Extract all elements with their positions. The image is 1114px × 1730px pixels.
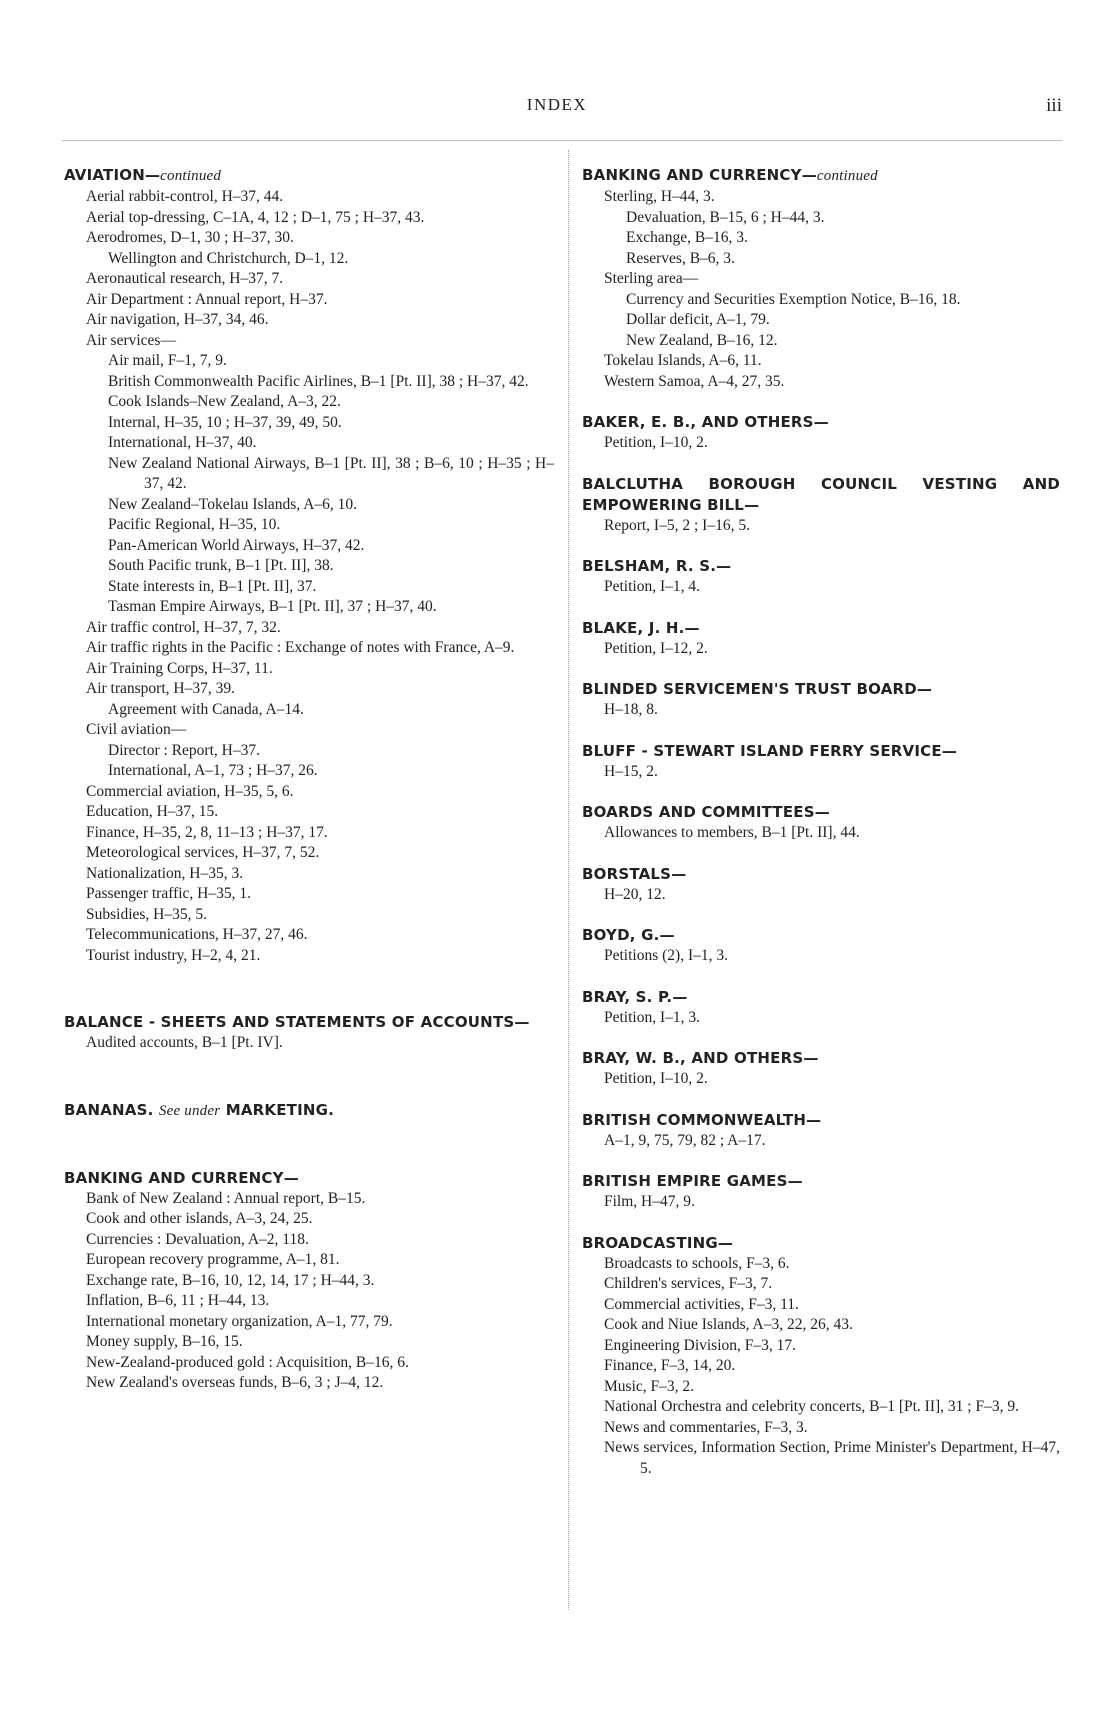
index-heading [582, 556, 1060, 577]
index-heading [582, 165, 1060, 187]
heading-dash: — [801, 166, 817, 184]
index-subentry: Audited accounts, B–1 [Pt. IV]. [86, 1034, 283, 1051]
index-entry [582, 556, 1060, 598]
index-subentry: Music, F–3, 2. [604, 1377, 694, 1395]
index-entry [582, 1233, 1060, 1480]
index-subentry: Commercial aviation, H–35, 5, 6. [86, 782, 294, 800]
index-subentry: Broadcasts to schools, F–3, 6. [604, 1254, 790, 1272]
index-heading [582, 1233, 1060, 1254]
index-entry [582, 618, 1060, 660]
heading-text: BORSTALS [582, 864, 672, 883]
index-subentry: Air traffic control, H–37, 7, 32. [86, 618, 281, 636]
index-subentry: A–1, 9, 75, 79, 82 ; A–17. [604, 1131, 766, 1149]
index-subentry: Exchange, B–16, 3. [626, 229, 748, 246]
index-subentry: Internal, H–35, 10 ; H–37, 39, 49, 50. [108, 413, 342, 431]
index-subentry: British Commonwealth Pacific Airlines, B–1 [Pt. II], 38 ; H–37, 42. [108, 372, 529, 390]
index-entry [582, 864, 1060, 906]
index-subentry: Tokelau Islands, A–6, 11. [604, 352, 762, 369]
heading-text: AVIATION [64, 166, 145, 184]
heading-text: BANANAS. [64, 1100, 154, 1119]
index-subentry: Sterling, H–44, 3. [604, 188, 715, 205]
index-entry [64, 1168, 554, 1394]
heading-dash: — [814, 803, 830, 821]
index-subentry: Aerial top-dressing, C–1A, 4, 12 ; D–1, 75 ; H–37, 43. [86, 208, 425, 226]
index-heading [582, 474, 1060, 516]
heading-text: BROADCASTING [582, 1233, 718, 1252]
index-heading [582, 864, 1060, 885]
index-entry [582, 802, 1060, 844]
heading-dash: — [144, 166, 161, 184]
index-subentry: H–18, 8. [604, 701, 658, 718]
heading-dash: — [672, 987, 688, 1006]
index-subentry: Finance, H–35, 2, 8, 11–13 ; H–37, 17. [86, 823, 328, 841]
index-subentry: Subsidies, H–35, 5. [86, 905, 207, 923]
heading-dash: — [716, 557, 732, 575]
index-subentry: Air services— [86, 331, 176, 349]
index-subentry: Petition, I–12, 2. [604, 639, 708, 657]
index-entry [582, 925, 1060, 967]
index-heading [582, 802, 1060, 823]
heading-text: BALANCE - SHEETS AND STATEMENTS OF ACCOUNTS [64, 1013, 515, 1031]
index-subentry: Bank of New Zealand : Annual report, B–15. [86, 1189, 366, 1207]
index-subentry: Director : Report, H–37. [108, 741, 260, 759]
index-subentry: News and commentaries, F–3, 3. [604, 1418, 808, 1436]
header-rule [62, 140, 1062, 141]
index-subentry: New Zealand National Airways, B–1 [Pt. II], 38 ; B–6, 10 ; H–35 ; H–37, 42. [108, 454, 554, 492]
index-subentry: Passenger traffic, H–35, 1. [86, 885, 252, 902]
index-subentry: Devaluation, B–15, 6 ; H–44, 3. [626, 208, 825, 226]
heading-text: BELSHAM, R. S. [582, 557, 717, 575]
heading-text: BRITISH EMPIRE GAMES [582, 1172, 788, 1190]
index-subentry: Commercial activities, F–3, 11. [604, 1295, 799, 1313]
index-subentry: Exchange rate, B–16, 10, 12, 14, 17 ; H–44, 3. [86, 1271, 375, 1289]
index-subentry: South Pacific trunk, B–1 [Pt. II], 38. [108, 557, 334, 574]
index-subentry: Petition, I–1, 4. [604, 578, 701, 595]
right-column [582, 165, 1060, 1499]
heading-text: BALCLUTHA BOROUGH COUNCIL VESTING AND EMPOWERING BILL [582, 474, 1060, 514]
index-subentry: Air mail, F–1, 7, 9. [108, 352, 227, 369]
heading-dash: — [941, 741, 957, 760]
index-subentry: Telecommunications, H–37, 27, 46. [86, 926, 308, 943]
heading-dash: — [684, 618, 700, 637]
index-subentry: Film, H–47, 9. [604, 1193, 695, 1210]
see-target: MARKETING. [225, 1100, 335, 1119]
index-heading [582, 1110, 1060, 1131]
see-under-note: See under [158, 1102, 221, 1119]
heading-dash: — [787, 1172, 803, 1190]
index-subentry: New-Zealand-produced gold : Acquisition, B–16, 6. [86, 1353, 409, 1371]
index-subentry: Air transport, H–37, 39. [86, 680, 235, 697]
index-subentry: Pan-American World Airways, H–37, 42. [108, 536, 365, 554]
index-subentry: Petitions (2), I–1, 3. [604, 947, 728, 964]
index-subentry: International, A–1, 73 ; H–37, 26. [108, 762, 318, 779]
index-entry [64, 165, 554, 966]
index-subentry: Air navigation, H–37, 34, 46. [86, 311, 269, 328]
heading-text: BOYD, G. [582, 926, 660, 944]
index-subentry: Tourist industry, H–2, 4, 21. [86, 946, 261, 964]
index-subentry: Engineering Division, F–3, 17. [604, 1336, 797, 1354]
index-subentry: Cook and other islands, A–3, 24, 25. [86, 1210, 313, 1227]
heading-text: BOARDS AND COMMITTEES [582, 803, 815, 821]
index-subentry: Currencies : Devaluation, A–2, 118. [86, 1230, 309, 1248]
heading-text: BLUFF - STEWART ISLAND FERRY SERVICE [582, 741, 942, 760]
heading-dash: — [283, 1168, 299, 1187]
heading-dash: — [916, 680, 933, 698]
heading-text: BRAY, S. P. [582, 987, 673, 1006]
index-subentry: National Orchestra and celebrity concerts, B–1 [Pt. II], 31 ; F–3, 9. [604, 1398, 1019, 1415]
index-subentry: Air Department : Annual report, H–37. [86, 290, 328, 308]
index-heading [582, 987, 1060, 1008]
index-subentry: Reserves, B–6, 3. [626, 249, 735, 267]
index-entry [64, 1012, 554, 1054]
index-heading [582, 925, 1060, 946]
index-subentry: Air traffic rights in the Pacific : Exchange of notes with France, A–9. [86, 639, 515, 656]
index-subentry: Aeronautical research, H–37, 7. [86, 270, 284, 287]
heading-text: BLINDED SERVICEMEN'S TRUST BOARD [582, 680, 917, 698]
index-entry [582, 1110, 1060, 1152]
index-subentry: Nationalization, H–35, 3. [86, 864, 244, 882]
heading-text: BANKING AND CURRENCY [64, 1168, 284, 1187]
index-subentry: Currency and Securities Exemption Notice, B–16, 18. [626, 290, 961, 308]
heading-text: BRAY, W. B., AND OTHERS [582, 1049, 804, 1067]
index-subentry: Sterling area— [604, 270, 699, 287]
index-subentry: H–15, 2. [604, 762, 658, 780]
index-heading [582, 412, 1060, 433]
index-subentry: New Zealand's overseas funds, B–6, 3 ; J–4, 12. [86, 1374, 384, 1391]
column-divider [568, 150, 569, 1610]
index-entry [582, 1048, 1060, 1090]
heading-text: BRITISH COMMONWEALTH [582, 1110, 807, 1129]
index-subentry: Petition, I–1, 3. [604, 1008, 701, 1026]
index-subentry: Pacific Regional, H–35, 10. [108, 516, 281, 533]
heading-text: BAKER, E. B., AND OTHERS [582, 413, 814, 431]
heading-dash: — [514, 1013, 530, 1031]
index-subentry: Education, H–37, 15. [86, 803, 219, 820]
index-subentry: New Zealand, B–16, 12. [626, 331, 778, 349]
index-subentry: International monetary organization, A–1, 77, 79. [86, 1312, 393, 1330]
heading-text: BANKING AND CURRENCY [582, 166, 802, 184]
index-subentry: Meteorological services, H–37, 7, 52. [86, 844, 320, 861]
index-entry [582, 987, 1060, 1029]
index-subentry: Air Training Corps, H–37, 11. [86, 659, 273, 677]
index-heading [64, 165, 554, 187]
index-subentry: State interests in, B–1 [Pt. II], 37. [108, 577, 317, 595]
index-heading [64, 1168, 554, 1189]
index-subentry: Civil aviation— [86, 721, 187, 738]
index-subentry: Petition, I–10, 2. [604, 434, 708, 451]
index-subentry: Cook Islands–New Zealand, A–3, 22. [108, 393, 341, 410]
index-heading [582, 1171, 1060, 1192]
heading-dash: — [659, 926, 675, 944]
page-header [0, 95, 1114, 125]
index-subentry: Dollar deficit, A–1, 79. [626, 311, 770, 328]
index-subentry: Inflation, B–6, 11 ; H–44, 13. [86, 1292, 270, 1309]
heading-dash: — [671, 864, 687, 883]
index-heading [582, 741, 1060, 762]
heading-dash: — [717, 1233, 734, 1252]
index-heading [64, 1012, 554, 1033]
index-entry [582, 679, 1060, 721]
heading-dash: — [813, 413, 829, 431]
index-subentry: Allowances to members, B–1 [Pt. II], 44. [604, 824, 860, 841]
index-entry [582, 741, 1060, 783]
index-subentry: Agreement with Canada, A–14. [108, 700, 304, 718]
index-subentry: Western Samoa, A–4, 27, 35. [604, 372, 785, 390]
index-subentry: Aerodromes, D–1, 30 ; H–37, 30. [86, 229, 294, 246]
index-subentry: International, H–37, 40. [108, 434, 257, 451]
continued-label: continued [816, 168, 878, 184]
index-subentry: Money supply, B–16, 15. [86, 1333, 243, 1350]
index-entry [582, 474, 1060, 537]
index-subentry: Cook and Niue Islands, A–3, 22, 26, 43. [604, 1316, 853, 1333]
heading-dash: — [744, 495, 760, 514]
index-subentry: Finance, F–3, 14, 20. [604, 1357, 736, 1374]
heading-dash: — [803, 1049, 819, 1067]
index-entry [582, 165, 1060, 392]
index-subentry: Children's services, F–3, 7. [604, 1275, 773, 1292]
running-title: INDEX [526, 95, 588, 114]
index-entry [582, 1171, 1060, 1213]
index-heading [582, 1048, 1060, 1069]
index-subentry: Aerial rabbit-control, H–37, 44. [86, 188, 284, 205]
index-subentry: Report, I–5, 2 ; I–16, 5. [604, 516, 750, 534]
continued-label: continued [160, 168, 222, 184]
index-subentry: Tasman Empire Airways, B–1 [Pt. II], 37 ; H–37, 40. [108, 598, 437, 615]
left-column [64, 165, 554, 1414]
index-subentry: Petition, I–10, 2. [604, 1070, 708, 1087]
index-subentry: H–20, 12. [604, 885, 666, 903]
heading-text: BLAKE, J. H. [582, 618, 685, 637]
index-heading [582, 679, 1060, 700]
index-heading [64, 1100, 554, 1122]
page-number: iii [1046, 95, 1062, 116]
heading-dash: — [806, 1110, 822, 1129]
index-subentry: Wellington and Christchurch, D–1, 12. [108, 249, 349, 267]
index-subentry: New Zealand–Tokelau Islands, A–6, 10. [108, 495, 358, 513]
index-subentry: European recovery programme, A–1, 81. [86, 1251, 340, 1268]
index-heading [582, 618, 1060, 639]
index-entry [582, 412, 1060, 454]
index-entry [64, 1100, 554, 1122]
index-subentry: News services, Information Section, Prime Minister's Department, H–47, 5. [604, 1439, 1060, 1477]
